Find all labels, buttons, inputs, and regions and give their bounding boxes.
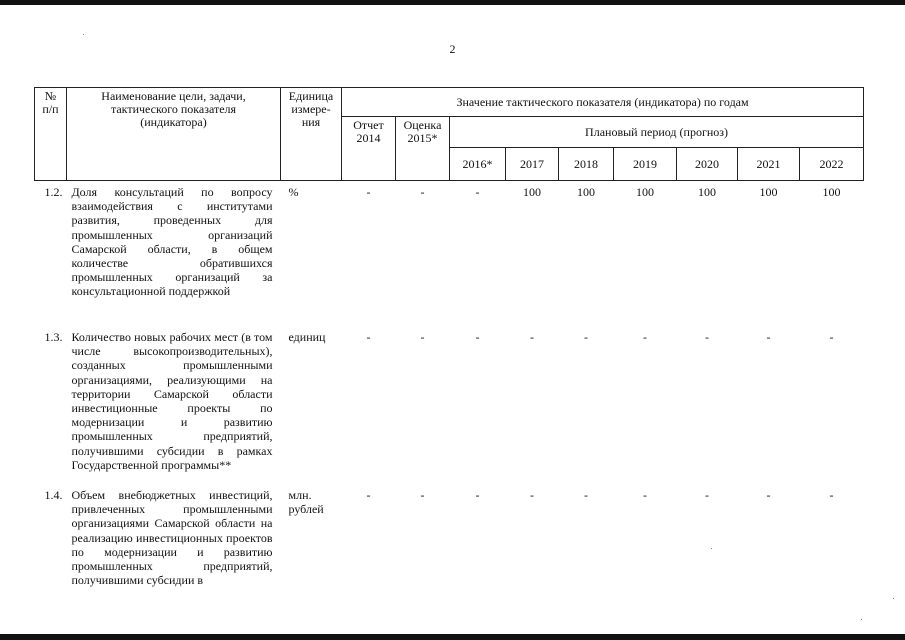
value-estimate-2015: - [420, 185, 425, 199]
scan-speck [861, 619, 862, 620]
value-2019: - [643, 330, 647, 344]
value-2017: 100 [523, 185, 541, 199]
header-estimate-2015: Оценка 2015* [396, 117, 450, 181]
indicator-unit: млн. рублей [288, 488, 324, 517]
indicator-name: Доля консультаций по вопросу взаимодействия с институтами развития, проведенных для промышленных организаций Самарской области, в общем количестве обратившихся промышленных организаций за консультационной поддержкой [71, 185, 273, 299]
value-2018: 100 [577, 185, 595, 199]
value-2020: 100 [698, 185, 716, 199]
value-2019: - [643, 488, 647, 502]
indicators-table [34, 87, 864, 618]
value-estimate-2015: - [420, 488, 425, 502]
header-year-2017: 2017 [506, 148, 559, 181]
value-2021: - [766, 488, 771, 502]
value-2018: - [584, 488, 588, 502]
value-report-2014: - [366, 185, 371, 199]
header-plan-period: Плановый период (прогноз) [450, 117, 864, 148]
value-2020: - [705, 330, 709, 344]
value-report-2014: - [366, 488, 371, 502]
value-2017: - [530, 488, 534, 502]
value-2016: - [475, 330, 480, 344]
header-values-by-year: Значение тактического показателя (индикатора) по годам [342, 88, 864, 117]
table-row [35, 181, 864, 327]
row-number: 1.3. [44, 330, 63, 344]
header-year-2019: 2019 [614, 148, 677, 181]
page-number: 2 [449, 42, 456, 56]
value-2018: - [584, 330, 588, 344]
value-2016: - [475, 488, 480, 502]
header-indicator-name: Наименование цели, задачи, тактического показателя (индикатора) [67, 88, 281, 181]
indicator-unit: % [288, 185, 299, 199]
value-2017: - [530, 330, 534, 344]
header-year-2018: 2018 [559, 148, 614, 181]
header-number: № п/п [35, 88, 67, 181]
scan-speck [893, 598, 894, 599]
value-2019: 100 [636, 185, 654, 199]
row-number: 1.4. [44, 488, 63, 502]
header-year-2022: 2022 [800, 148, 864, 181]
header-unit: Единица измере- ния [281, 88, 342, 181]
value-estimate-2015: - [420, 330, 425, 344]
header-year-2021: 2021 [738, 148, 800, 181]
header-year-2016: 2016* [450, 148, 506, 181]
value-2022: - [829, 330, 834, 344]
scan-speck [83, 34, 84, 35]
header-year-2020: 2020 [677, 148, 738, 181]
table-row [35, 326, 864, 484]
row-number: 1.2. [44, 185, 63, 199]
value-2022: - [829, 488, 834, 502]
value-2022: 100 [822, 185, 841, 199]
indicator-unit: единиц [288, 330, 326, 344]
value-2020: - [705, 488, 709, 502]
indicator-name: Объем внебюджетных инвестиций, привлеченных промышленными организациями Самарской области на реализацию инвестиционных проектов по модернизации и развитию промышленных предприятий, получившими субсидии в [71, 488, 273, 588]
header-report-2014: Отчет 2014 [342, 117, 396, 181]
bottom-border-rule [0, 634, 905, 640]
value-2016: - [475, 185, 480, 199]
top-border-rule [0, 0, 905, 5]
table-row [35, 484, 864, 618]
indicator-name: Количество новых рабочих мест (в том числе высокопроизводительных), созданных промышленными организациями, реализующими на территории Самарской области инвестиционные проекты по модернизации и развитию промышленных предприятий, получившими субсидии в рамках Государственной программы** [71, 330, 273, 472]
value-report-2014: - [366, 330, 371, 344]
value-2021: 100 [759, 185, 778, 199]
value-2021: - [766, 330, 771, 344]
